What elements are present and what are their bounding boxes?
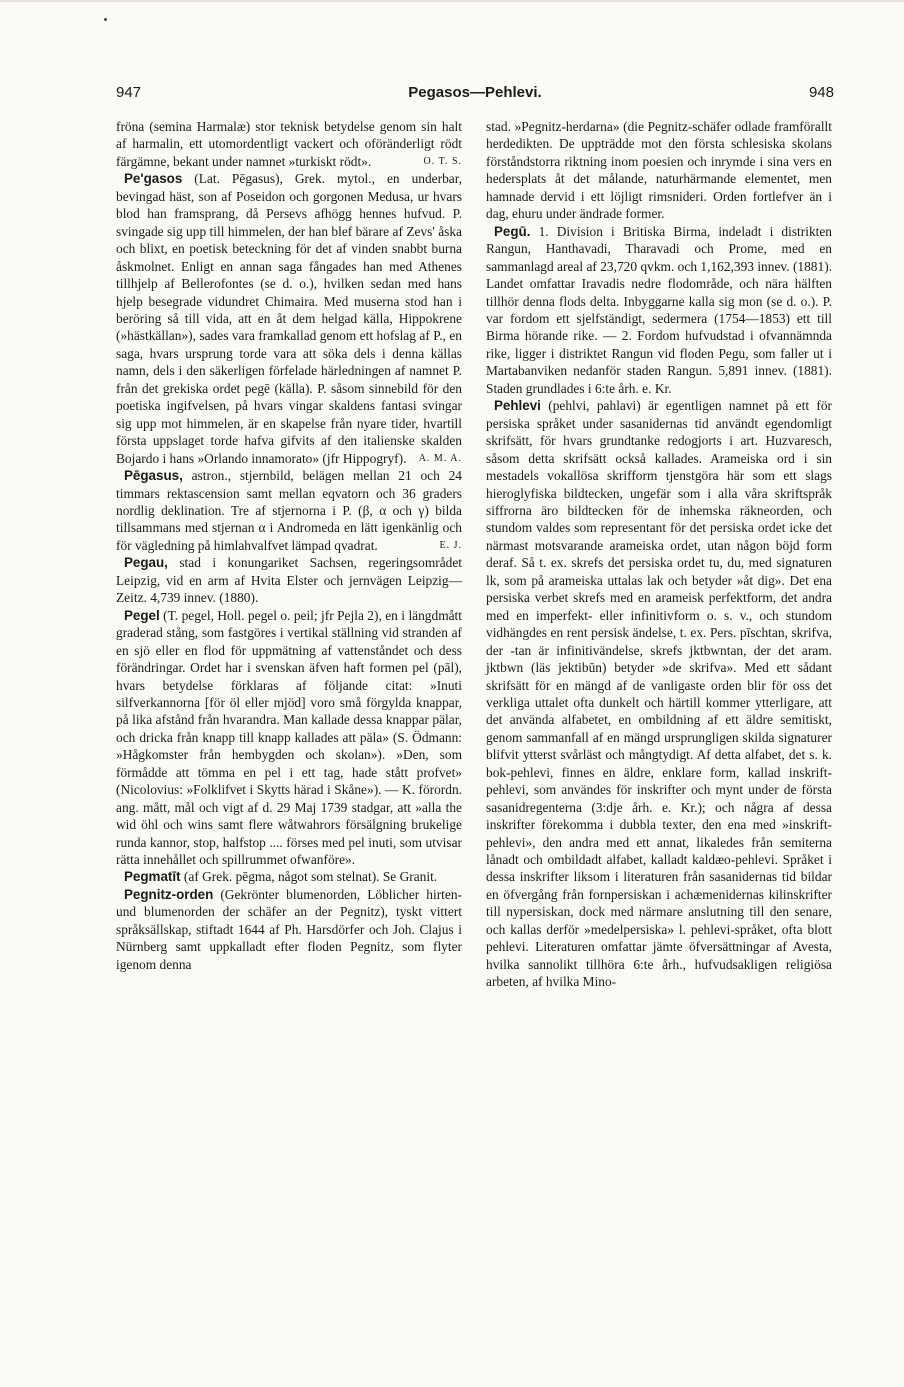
entry-text: astron., stjernbild, belägen mellan 21 och 24 timmars rektascension samt mellan eqvatorn och 36 graders nordlig deklination. Tre af stjernorna i P. (β, α och γ) bilda tillsammans med stjernan α i Andromeda en lätt igenkänlig och för vägledning på himlahvalfvet lämpad qvadrat. <box>116 468 462 553</box>
entry-pegau <box>116 554 462 606</box>
running-title: Pegasos—Pehlevi. <box>408 84 542 101</box>
entry-continuation <box>486 118 832 223</box>
headword: Pegau, <box>124 555 168 571</box>
speck-mark <box>104 18 107 21</box>
entry-text: stad. »Pegnitz-herdarna» (die Pegnitz-schäfer odlade framförallt herdedikten. De uppträdde mot den första schlesiska skolans förståndstorra riktning inom poesien och inrymde i sina vers en hedersplats åt det målande, naturhärmande elementet, men hamnade dervid i ett löjligt rimsnideri. Orden fortlefver än i dag, ehuru under ändrade former. <box>486 119 832 222</box>
headword: Pēgasus, <box>124 468 183 484</box>
headword: Pegmatīt <box>124 869 181 885</box>
headword: Pe'gasos <box>124 171 183 187</box>
entry-pegasus <box>116 467 462 554</box>
headword: Pegnitz-orden <box>124 886 214 902</box>
headword: Pehlevi <box>494 398 541 414</box>
entry-pegnitz-orden <box>116 886 462 973</box>
entry-text: (Gekrönter blumenorden, Löblicher hirten- und blumenorden der schäfer an der Pegnitz), tyskt vittert språksällskap, stiftadt 1644 af Ph. Harsdörfer och Joh. Clajus i Nürnberg samt uppkalladt efter floden Pegnitz, som flyter igenom denna <box>116 886 462 972</box>
entry-text: 1. Division i Britiska Birma, indeladt i distrikten Rangun, Hanthavadi, Tharavadi och Prome, med en sammanlagd areal af 23,720 qvkm. och 1,162,393 innev. (1881). Landet omfattar Iravadis nedre flodområde, och nära hälften tillhör denna flods delta. Inbyggarne kalla sig mon (se d. o.). P. var fordom ett sjelfständigt, sedermera (1754—1853) ett till Birma hörande rike. — 2. Fordom hufvudstad i ofvannämnda rike, ligger i distriktet Rangun vid floden Pegu, som faller ut i Martabanviken nedanför staden Rangun. 5,891 innev. (1881). Staden grundlades i 6:te årh. e. Kr. <box>486 223 832 396</box>
entry-text: fröna (semina Harmalæ) stor teknisk betydelse genom sin halt af harmalin, ett utomordentligt vackert och oföränderligt rödt färgämne, bekant under namnet »turkiskt rödt». <box>116 119 462 169</box>
entry-pegel <box>116 607 462 869</box>
left-column <box>116 118 462 973</box>
entry-pegmatit <box>116 868 462 885</box>
page-number-left: 947 <box>116 84 142 101</box>
entry-pegasos <box>116 170 462 467</box>
entry-pehlevi <box>486 397 832 990</box>
entry-text: (T. pegel, Holl. pegel o. peil; jfr Pejla 2), en i längdmått graderad stång, som fastgöres i vertikal ställning vid stranden af en sjö eller en flod för uppmätning af vattenståndet och dess förändringar. Ordet har i svenskan äfven haft formen pel (pāl), hvars betydelse förklaras af följande citat: »Inuti silfverkannorna [för öl eller mjöd] voro små förgylda knappar, på lika afstånd från hvarandra. Man kallade dessa knappar pälar, och dricka från knapp till knapp kallades att päla» (S. Ödmann: »Hågkomster från hembygden och skolan»). »Den, som förmådde att tömma en pel i ett tag, hade stått profvet» (Nicolovius: »Folklifvet i Skytts härad i Skåne»). — K. förordn. ang. mått, mål och vigt af d. 29 Maj 1739 stadgar, att »alla the wid öhl och wins samt flere wåtwahrors försälgning brukelige runda kannor, stop, halfstop .... förses med pel inuti, som utvisar rätta innehållet och spillrummet ofwanföre». <box>116 607 462 868</box>
entry-continuation <box>116 118 462 170</box>
page-number-right: 948 <box>808 84 834 101</box>
entry-pegu <box>486 223 832 398</box>
page-edge <box>0 0 904 2</box>
entry-text: (af Grek. pēgma, något som stelnat). Se Granit. <box>180 869 438 885</box>
entry-signature: O. T. S. <box>423 155 462 167</box>
entry-text: (Lat. Pēgasus), Grek. mytol., en underbar, bevingad häst, son af Poseidon och gorgonen Medusa, ur hvars blod han framsprang, då Persevs afhögg hennes hufvud. P. svingade sig upp till himmelen, der han blef bärare af Zevs' åska och blixt, en poetisk beteckning för det af vinden snabbt burna åskmolnet. Enligt en annan saga fångades han med Athenes tillhjelp af Bellerofontes (se d. o.), hvilken sedan med hans hjelp besegrade vidundret Chimaira. Med muserna stod han i beröring så till vida, att en åt dem helgad källa, Hippokrene (»hästkällan»), sades vara framkallad genom ett hofslag af P., en saga, hvars ursprung torde vara att söka dels i denna källas namn, dels i den säkerligen förfelade härledningen af namnet P. från det grekiska ordet pegē (källa). P. såsom sinnebild för den poetiska ingifvelsen, på hvars vingar skaldens fantasi svingar sig upp mot himmelen, är en skapelse från nyare tider, hvartill första uppslaget torde hafva gifvits af den italienske skalden Bojardo i hans »Orlando innamorato» (jfr Hippogryf). <box>116 171 462 466</box>
headword: Pegel <box>124 607 160 623</box>
page-header <box>116 84 834 108</box>
entry-signature: A. M. A. <box>418 452 462 464</box>
headword: Pegū. <box>494 223 531 239</box>
right-column <box>486 118 832 991</box>
entry-text: (pehlvi, pahlavi) är egentligen namnet på ett för persiska språket under sasanidernas tid användt egendomligt skrifsätt, för hvars grundtanke redogjorts i art. Huzvaresch, såsom detta skrifsätt också kallades. Arameiska ord i sin mestadels vokallösa skrifform tjenstgöra här som ett slags hieroglyfiska bildtecken, ungefär som i alla våra skriftspråk siffrorna äro bildtecken för de inhemska räkneorden, och stundom valdes som representant för det persiska ordet icke det närmast motsvarande arameiska ordet, utan någon böjd form deraf. Så t. ex. skrefs det persiska ordet tu, du, med signaturen lk, som på arameiska uttalas lak och betyder »åt dig». Det ena persiska verbet skrefs med en arameisk perfektform, det andra med en imperfekt- eller infinitivform o. s. v., och stundom vidhängdes en rent persisk ändelse, t. ex. Pers. pīschtan, skrifva, der -tan är infinitivändelse, skrefs jktbwntan, der det aram. jktbwn (läs jektibūn) betyder »de skrifva». Med ett sådant skrifsätt för en mängd af de vanligaste orden blir för oss det verkliga uttalet ofta dunkelt och härtill kommer ytterligare, att det använda alfabetet, en ombildning af ett äldre semitiskt, genom sammanfall af en mängd ursprungligen skilda signaturer blifvit ytterst svårläst och mångtydigt. Af detta alfabet, det s. k. bok-pehlevi, finnes en äldre, enklare form, kallad inskrift-pehlevi, som användes för inskrifter och mynt under de första sasanidregenterna (3:dje årh. e. Kr.); och några af dessa inskrifter förekomma i dubbla texter, den ena med »inskrift-pehlevi», den andra med ett annat, likaledes från semiterna lånadt och ombildadt alfabet, kalladt kaldæo-pehlevi. Språket i dessa inskrifter liksom i literaturen från sasanidernas tid bildar en öfvergång från fornpersiskan i achæmenidernas kilinskrifter till nypersiskan, dock med närmare anslutning till den senare, och kallas derför »medelpersiska» l. pehlevi-språket, ofta blott pehlevi. Literaturen omfattar jämte öfversättningar af Avesta, hvilka sannolikt tillhöra 6:te årh., hufvudsakligen religiösa arbeten, af hvilka Mino- <box>486 398 832 990</box>
entry-text: stad i konungariket Sachsen, regeringsområdet Leipzig, vid en arm af Hvita Elster och jernvägen Leipzig—Zeitz. 4,739 innev. (1880). <box>116 555 462 606</box>
entry-signature: E. J. <box>439 539 462 551</box>
